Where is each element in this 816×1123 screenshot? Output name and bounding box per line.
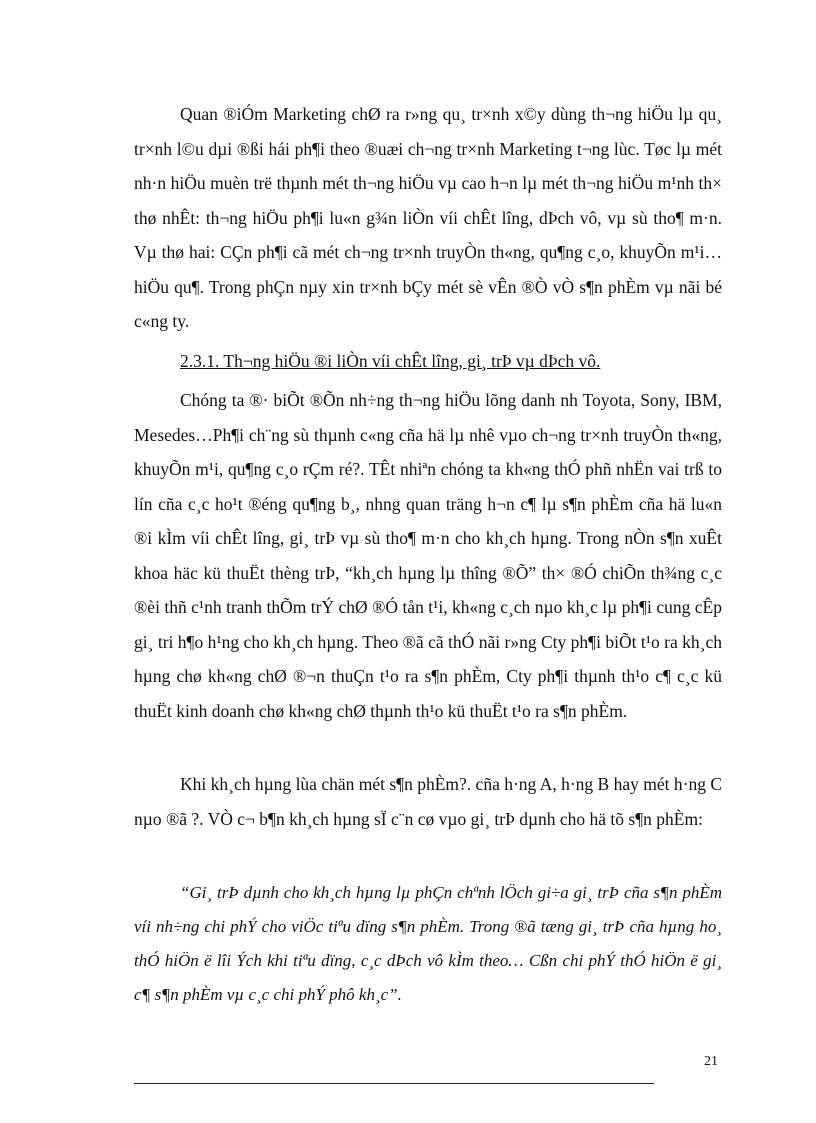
paragraph-brands-text: Chóng ta ®· biÕt ®Õn nh÷ng th¬ng hiÖu lõng danh nh Toyota, Sony, IBM, Mesedes…Ph¶i ch¨ng sù thµnh c«ng cña hä lµ nhê vµo ch¬ng tr×nh truyÒn th«ng, khuyÕn m¹i, qu¶ng c¸o rÇm ré?. TÊt nhiªn chóng ta kh«ng thÓ phñ nhËn vai trß to lín cña c¸c ho¹t ®éng qu¶ng b¸, nhng quan träng h¬n c¶ lµ s¶n phÈm cña hä lu«n ®i kÌm víi chÊt lîng, gi¸ trÞ vµ sù tho¶ m·n cho kh¸ch hµng. Trong nÒn s¶n xuÊt khoa häc kü thuËt thèng trÞ, “kh¸ch hµng lµ thîng ®Õ” th× ®Ó chiÕn th¾ng c¸c ®èi thñ c¹nh tranh thÕm trÝ chØ ®Ó tån t¹i, kh«ng c¸ch nµo kh¸c lµ ph¶i cung cÊp gi¸ tri h¶o h¹ng cho kh¸ch hµng. Theo ®ã cã thÓ nãi r»ng Cty ph¶i biÕt t¹o ra kh¸ch hµng chø kh«ng chØ ®¬n thuÇn t¹o ra s¶n phÈm, Cty ph¶i thµnh th¹o c¶ c¸c kü thuËt kinh doanh chø kh«ng chØ thµnh th¹o kü thuËt t¹o ra s¶n phÈm. bbox=[134, 390, 722, 721]
paragraph-customer-choice-text: Khi kh¸ch hµng lùa chän mét s¶n phÈm?. cña h·ng A, h·ng B hay mét h·ng C nµo ®ã ?. VÒ c¬ b¶n kh¸ch hµng sÏ c¨n cø vµo gi¸ trÞ dµnh cho hä tõ s¶n phÈm: bbox=[134, 774, 722, 829]
quote-block bbox=[134, 876, 722, 1012]
paragraph-intro-text: Quan ®iÓm Marketing chØ ra r»ng qu¸ tr×nh x©y dùng th¬ng hiÖu lµ qu¸ tr×nh l©u dµi ®ßi hái ph¶i theo ®uæi ch¬ng tr×nh Marketing t¬ng lùc. Tøc lµ mét nh·n hiÖu muèn trë thµnh mét th¬ng hiÖu vµ cao h¬n lµ mét th¬ng hiÖu m¹nh th× thø nhÊt: th¬ng hiÖu ph¶i lu«n g¾n liÒn víi chÊt lîng, dÞch vô, vµ sù tho¶ m·n. Vµ thø hai: CÇn ph¶i cã mét ch¬ng tr×nh truyÒn th«ng, qu¶ng c¸o, khuyÕn m¹i…hiÖu qu¶. Trong phÇn nµy xin tr×nh bÇy mét sè vÊn ®Ò vÒ s¶n phÈm vµ nãi bé c«ng ty. bbox=[134, 104, 722, 331]
paragraph-customer-choice bbox=[134, 767, 722, 836]
section-heading: 2.3.1. Th¬ng hiÖu ®i liÒn víi chÊt lîng, gi¸ trÞ vµ dÞch vô. bbox=[180, 351, 601, 371]
page-number: 21 bbox=[704, 1054, 718, 1069]
paragraph-brands bbox=[134, 383, 722, 728]
footer-divider bbox=[134, 1083, 654, 1084]
quote-text: “Gi¸ trÞ dµnh cho kh¸ch hµng lµ phÇn chªnh lÖch gi÷a gi¸ trÞ cña s¶n phÈm víi nh÷ng chi phÝ cho viÖc tiªu dïng s¶n phÈm. Trong ®ã tæng gi¸ trÞ cña hµng ho¸ thÓ hiÖn ë lîi Ých khi tiªu dïng, c¸c dÞch vô kÌm theo… Cßn chi phÝ thÓ hiÖn ë gi¸ c¶ s¶n phÈm vµ c¸c chi phÝ phô kh¸c”. bbox=[134, 883, 722, 1004]
paragraph-intro bbox=[134, 97, 722, 339]
